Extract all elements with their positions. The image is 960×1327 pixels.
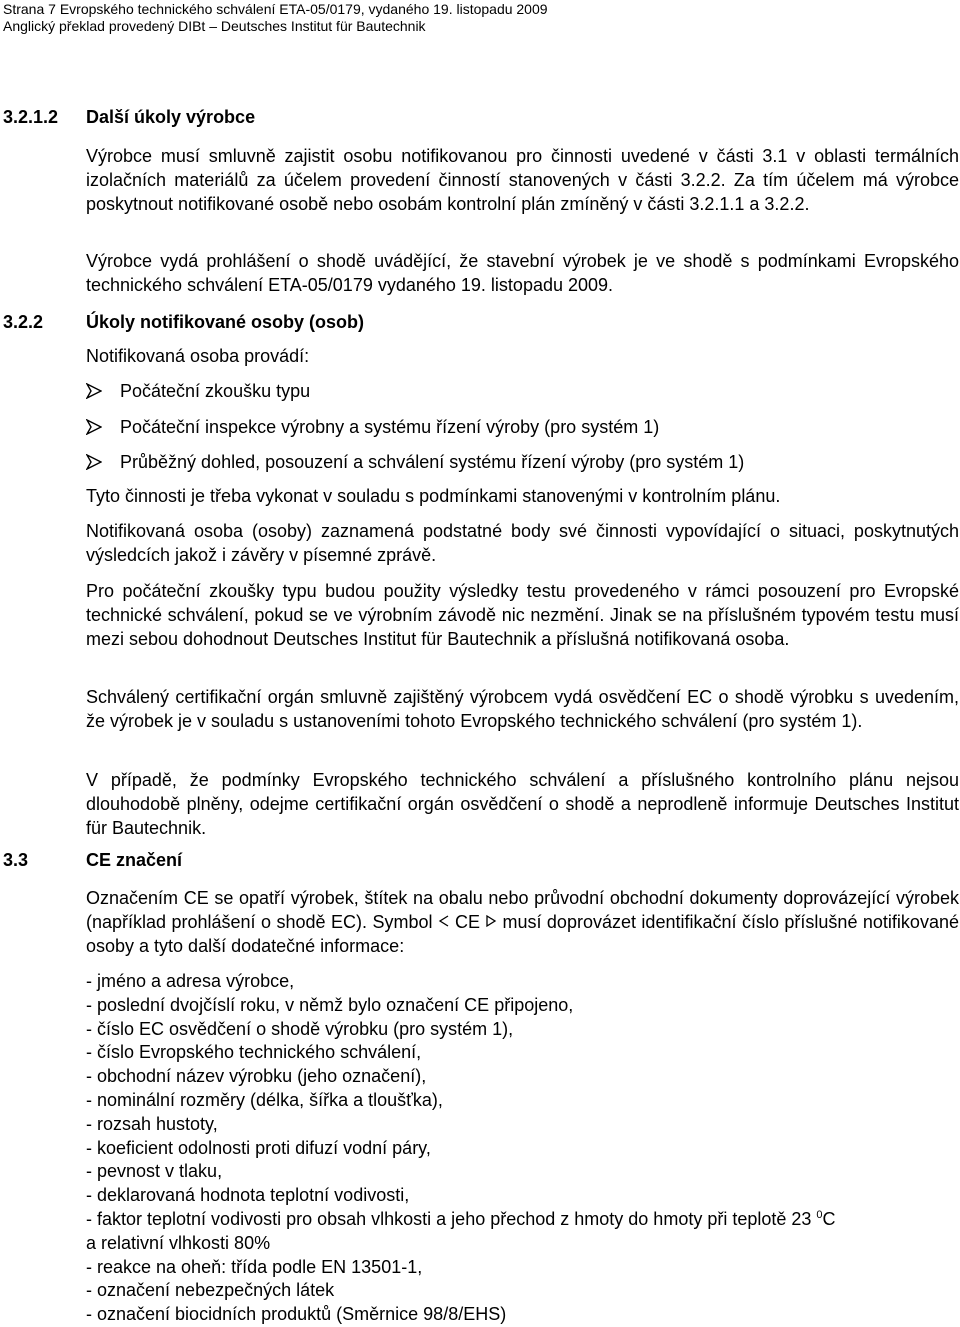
list-item: - jméno a adresa výrobce, [86,971,295,991]
ce-right-triangle-icon [485,914,497,928]
bullet-text: Počáteční inspekce výrobny a systému řízení výroby (pro systém 1) [120,417,660,437]
arrow-bullet-icon [86,451,120,473]
bullet-item [86,451,744,473]
arrow-bullet-icon [86,416,120,438]
list-item: - rozsah hustoty, [86,1113,218,1134]
ce-text-after: musí doprovázet identifikační číslo příslušné notifikované osoby a tyto další dodatečné informace: [86,912,959,956]
paragraph-ce-marking [86,886,959,958]
page-header [3,1,548,35]
arrow-bullet-icon [86,380,120,402]
paragraph-tasks-plan: Tyto činnosti je třeba vykonat v souladu s podmínkami stanovenými v kontrolním plánu. [86,486,781,506]
bullet-text: Počáteční zkoušku typu [120,381,311,401]
section-title-33: CE značení [86,850,183,870]
section-number-3212: 3.2.1.2 [3,107,59,127]
header-line-1: Strana 7 Evropského technického schválení ETA-05/0179, vydaného 19. listopadu 2009 [3,1,548,17]
header-line-2: Anglický překlad provedený DIBt – Deutsches Institut für Bautechnik [3,18,426,34]
paragraph-manufacturer-tasks: Výrobce musí smluvně zajistit osobu notifikovanou pro činnosti uvedené v části 3.1 v oblasti termálních izolačních materiálů za účelem provedení činností stanovených v části 3.2.2. Za tím účelem má výrobce poskytnout notifikované osobě nebo osobám kontrolní plán zmíněný v části 3.2.1.1 a 3.2.2. [86,146,959,214]
ce-info-list [86,970,960,1327]
paragraph-notified-intro: Notifikovaná osoba provádí: [86,346,310,366]
factor-text: - faktor teplotní vodivosti pro obsah vlhkosti a jeho přechod z hmoty do hmoty při teplotě 23 [86,1208,812,1229]
section-number-33: 3.3 [3,850,29,870]
bullet-text: Průběžný dohled, posouzení a schválení systému řízení výroby (pro systém 1) [120,452,745,472]
list-item: - obchodní název výrobku (jeho označení), [86,1066,427,1087]
list-item: - číslo EC osvědčení o shodě výrobku (pro systém 1), [86,1018,514,1039]
section-title-3212: Další úkoly výrobce [86,107,256,127]
paragraph-initial-type-testing: Pro počáteční zkoušky typu budou použity výsledky testu provedeného v rámci posouzení pro Evropské technické schválení, pokud se ve výrobním závodě nic nezmění. Jinak se na příslušném typovém testu musí mezi sebou dohodnout Deutsches Institut für Bautechnik a příslušná notifikovaná osoba. [86,581,959,649]
list-item: - označení biocidních produktů (Směrnice 98/8/EHS) [86,1304,507,1325]
ce-text-before: Označením CE se opatří výrobek, štítek na obalu nebo průvodní obchodní dokumenty doprovázející výrobek (například prohlášení o shodě EC). Symbol [86,888,959,932]
list-item: - číslo Evropského technického schválení, [86,1042,422,1063]
bullet-item [86,380,310,402]
list-item: - koeficient odolnosti proti difuzí vodní páry, [86,1137,431,1158]
list-item: - deklarovaná hodnota teplotní vodivosti, [86,1185,410,1206]
paragraph-withdrawal: V případě, že podmínky Evropského technického schválení a příslušného kontrolního plánu nejsou dlouhodobě plněny, odejme certifikační orgán osvědčení o shodě a neprodleně informuje Deutsches Institut für Bautechnik. [86,770,959,838]
factor-unit: C [822,1208,836,1229]
list-item-factor-continued: a relativní vlhkosti 80% [86,1232,271,1253]
list-item: - pevnost v tlaku, [86,1161,223,1182]
list-item: - nominální rozměry (délka, šířka a tloušťka), [86,1089,443,1110]
paragraph-record: Notifikovaná osoba (osoby) zaznamená podstatné body své činnosti vypovídající o situaci, poskytnutých výsledcích jakož i závěry v písemné zprávě. [86,521,959,565]
bullet-item [86,416,659,438]
ce-symbol-text: CE [454,912,480,932]
list-item: - poslední dvojčíslí roku, v němž bylo označení CE připojeno, [86,994,574,1015]
paragraph-declaration: Výrobce vydá prohlášení o shodě uvádějící, že stavební výrobek je ve shodě s podmínkami Evropského technického schválení ETA-05/0179 vydaného 19. listopadu 2009. [86,251,959,295]
paragraph-certificate: Schválený certifikační orgán smluvně zajištěný výrobcem vydá osvědčení EC o shodě výrobku s uvedením, že výrobek je v souladu s ustanoveními tohoto Evropského technického schválení (pro systém 1). [86,687,959,731]
list-item-factor [86,1208,960,1232]
section-title-322: Úkoly notifikované osoby (osob) [86,312,365,332]
section-number-322: 3.2.2 [3,312,44,332]
degree-superscript: 0 [816,1208,823,1221]
ce-symbol [438,910,497,934]
list-item: - reakce na oheň: třída podle EN 13501-1, [86,1256,423,1277]
ce-left-triangle-icon [438,914,450,928]
list-item: - označení nebezpečných látek [86,1280,335,1301]
